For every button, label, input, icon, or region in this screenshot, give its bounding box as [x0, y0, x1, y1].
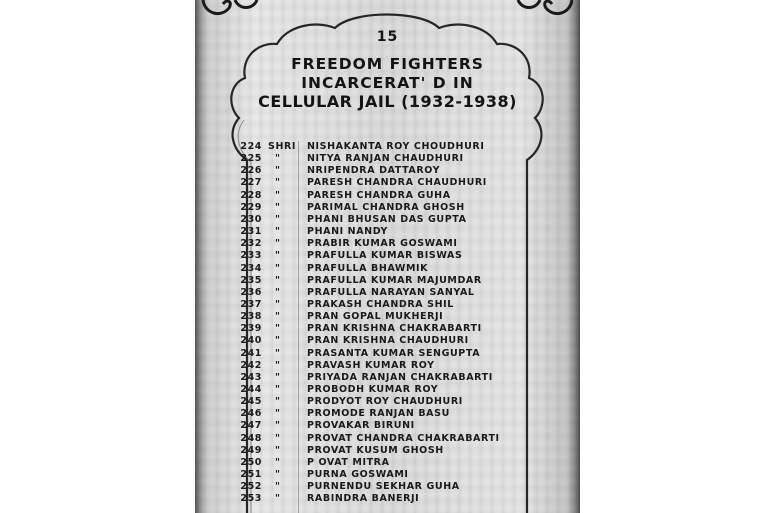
roster-entry	[195, 214, 580, 226]
roster-entry	[195, 372, 580, 384]
entry-name: PRASANTA KUMAR SENGUPTA	[307, 347, 481, 359]
entry-honorific: SHRI	[268, 141, 297, 152]
roster-entry	[195, 493, 580, 505]
entry-number: 253	[240, 493, 262, 505]
entry-honorific: "	[275, 153, 281, 165]
entry-name: PURNA GOSWAMI	[307, 469, 409, 481]
roster-entry	[195, 275, 580, 287]
entry-name: PRAN KRISHNA CHAUDHURI	[307, 335, 469, 347]
entry-number: 251	[240, 469, 262, 481]
entry-name: PRAVASH KUMAR ROY	[307, 359, 435, 371]
entry-honorific: "	[275, 420, 281, 432]
roster-entry	[195, 469, 580, 481]
right-scroll-ornament	[545, 0, 572, 14]
roster-entry	[195, 384, 580, 396]
entry-honorific: "	[275, 432, 281, 444]
roster-entry	[195, 445, 580, 457]
entry-number: 237	[240, 298, 262, 310]
left-scroll-ornament-2	[235, 0, 257, 8]
roster-entry	[195, 348, 580, 360]
roster-entry	[195, 238, 580, 250]
entry-number: 226	[240, 165, 262, 177]
entry-name: PROVAKAR BIRUNI	[307, 420, 415, 432]
entry-number: 245	[240, 396, 262, 408]
entry-name: PRAKASH CHANDRA SHIL	[307, 298, 454, 310]
roster-entry	[195, 396, 580, 408]
entry-honorific: "	[275, 371, 281, 383]
entry-name: PRIYADA RANJAN CHAKRABARTI	[307, 371, 493, 383]
entry-honorific: "	[275, 274, 281, 286]
entry-number: 234	[240, 262, 262, 274]
entry-number: 238	[240, 311, 262, 323]
roster-entry	[195, 420, 580, 432]
entry-honorific: "	[275, 469, 281, 481]
roster-entry	[195, 177, 580, 189]
entry-honorific: "	[275, 444, 281, 456]
entry-number: 250	[240, 456, 262, 468]
entry-honorific: "	[275, 262, 281, 274]
roster-entry	[195, 250, 580, 262]
entry-honorific: "	[275, 311, 281, 323]
entry-name: PROBODH KUMAR ROY	[307, 384, 439, 395]
plaque-number: 15	[376, 29, 399, 45]
entry-number: 248	[240, 432, 262, 444]
roster-entry	[195, 433, 580, 445]
memorial-plaque	[195, 0, 580, 513]
entry-number: 242	[240, 359, 262, 371]
plaque-title-line-1: FREEDOM FIGHTERS	[291, 55, 484, 73]
entry-number: 229	[240, 201, 262, 213]
entry-name: NISHAKANTA ROY CHOUDHURI	[307, 141, 485, 152]
roster-entry	[195, 226, 580, 238]
entry-honorific: "	[275, 226, 281, 238]
plaque-title-line-3: CELLULAR JAIL (1932-1938)	[258, 92, 517, 111]
roster-entry	[195, 311, 580, 323]
roster-entry	[195, 165, 580, 177]
entry-number: 228	[240, 189, 262, 201]
entry-name: P OVAT MITRA	[307, 456, 390, 468]
entry-number: 244	[240, 384, 262, 395]
entry-name: PARESH CHANDRA CHAUDHURI	[307, 177, 487, 189]
entry-honorific: "	[275, 408, 281, 420]
entry-honorific: "	[275, 238, 281, 250]
roster-entry	[195, 153, 580, 165]
roster-entry	[195, 323, 580, 335]
entry-honorific: "	[275, 456, 281, 468]
roster-entry	[195, 202, 580, 214]
entry-honorific: "	[275, 298, 281, 310]
roster-entry	[195, 263, 580, 275]
entry-honorific: "	[275, 359, 281, 371]
right-scroll-ornament-2	[518, 0, 540, 8]
roster-entry	[195, 408, 580, 420]
left-scroll-ornament	[203, 0, 230, 14]
entry-name: RABINDRA BANERJI	[307, 493, 420, 505]
plaque-title-line-2: INCARCERAT' D IN	[301, 74, 474, 92]
entry-honorific: "	[275, 347, 281, 359]
entry-honorific: "	[275, 165, 281, 177]
entry-name: PRAFULLA NARAYAN SANYAL	[307, 286, 475, 298]
entry-honorific: "	[275, 177, 281, 189]
entry-number: 249	[240, 444, 262, 456]
roster-entry	[195, 141, 580, 153]
entry-honorific: "	[275, 323, 281, 335]
entry-name: PRAFULLA KUMAR MAJUMDAR	[307, 274, 482, 286]
entry-number: 225	[240, 153, 262, 165]
roster-entry	[195, 335, 580, 347]
roster-entry	[195, 457, 580, 469]
entry-number: 243	[240, 371, 262, 383]
entry-honorific: "	[275, 201, 281, 213]
entry-name: NITYA RANJAN CHAUDHURI	[307, 153, 464, 165]
entry-number: 233	[240, 250, 262, 262]
entry-name: PHANI NANDY	[307, 226, 388, 238]
roster-entry	[195, 481, 580, 493]
entry-name: PROVAT CHANDRA CHAKRABARTI	[307, 432, 500, 444]
entry-number: 246	[240, 408, 262, 420]
roster-entry	[195, 299, 580, 311]
entry-number: 240	[240, 335, 262, 347]
entry-number: 227	[240, 177, 262, 189]
entry-honorific: "	[275, 189, 281, 201]
entry-honorific: "	[275, 493, 281, 505]
entry-number: 236	[240, 286, 262, 298]
entry-name: PROVAT KUSUM GHOSH	[307, 444, 444, 456]
entry-name: PRAN GOPAL MUKHERJI	[307, 311, 444, 323]
entry-name: NRIPENDRA DATTAROY	[307, 165, 441, 177]
entry-name: PRODYOT ROY CHAUDHURI	[307, 396, 463, 408]
entry-honorific: "	[275, 396, 281, 408]
entry-name: PRABIR KUMAR GOSWAMI	[307, 238, 458, 250]
entry-name: PRAFULLA KUMAR BISWAS	[307, 250, 463, 262]
entry-name: PRAN KRISHNA CHAKRABARTI	[307, 323, 482, 335]
entry-number: 247	[240, 420, 262, 432]
entry-honorific: "	[275, 250, 281, 262]
entry-number: 235	[240, 274, 262, 286]
roster-entry	[195, 287, 580, 299]
entry-name: PARESH CHANDRA GUHA	[307, 189, 451, 201]
roster-entry	[195, 360, 580, 372]
entry-honorific: "	[275, 286, 281, 298]
entry-number: 232	[240, 238, 262, 250]
entry-name: PARIMAL CHANDRA GHOSH	[307, 201, 465, 213]
entry-name: PRAFULLA BHAWMIK	[307, 262, 429, 274]
entry-name: PROMODE RANJAN BASU	[307, 408, 450, 420]
roster-entry	[195, 190, 580, 202]
entry-number: 241	[240, 347, 262, 359]
entry-honorific: "	[275, 384, 281, 395]
entry-number: 224	[240, 141, 262, 152]
entry-number: 252	[240, 481, 262, 493]
entry-honorific: "	[275, 213, 281, 225]
entry-name: PURNENDU SEKHAR GUHA	[307, 481, 460, 493]
entry-name: PHANI BHUSAN DAS GUPTA	[307, 213, 467, 225]
entry-honorific: "	[275, 335, 281, 347]
entry-number: 230	[240, 213, 262, 225]
entry-number: 231	[240, 226, 262, 238]
entry-honorific: "	[275, 481, 281, 493]
entry-number: 239	[240, 323, 262, 335]
